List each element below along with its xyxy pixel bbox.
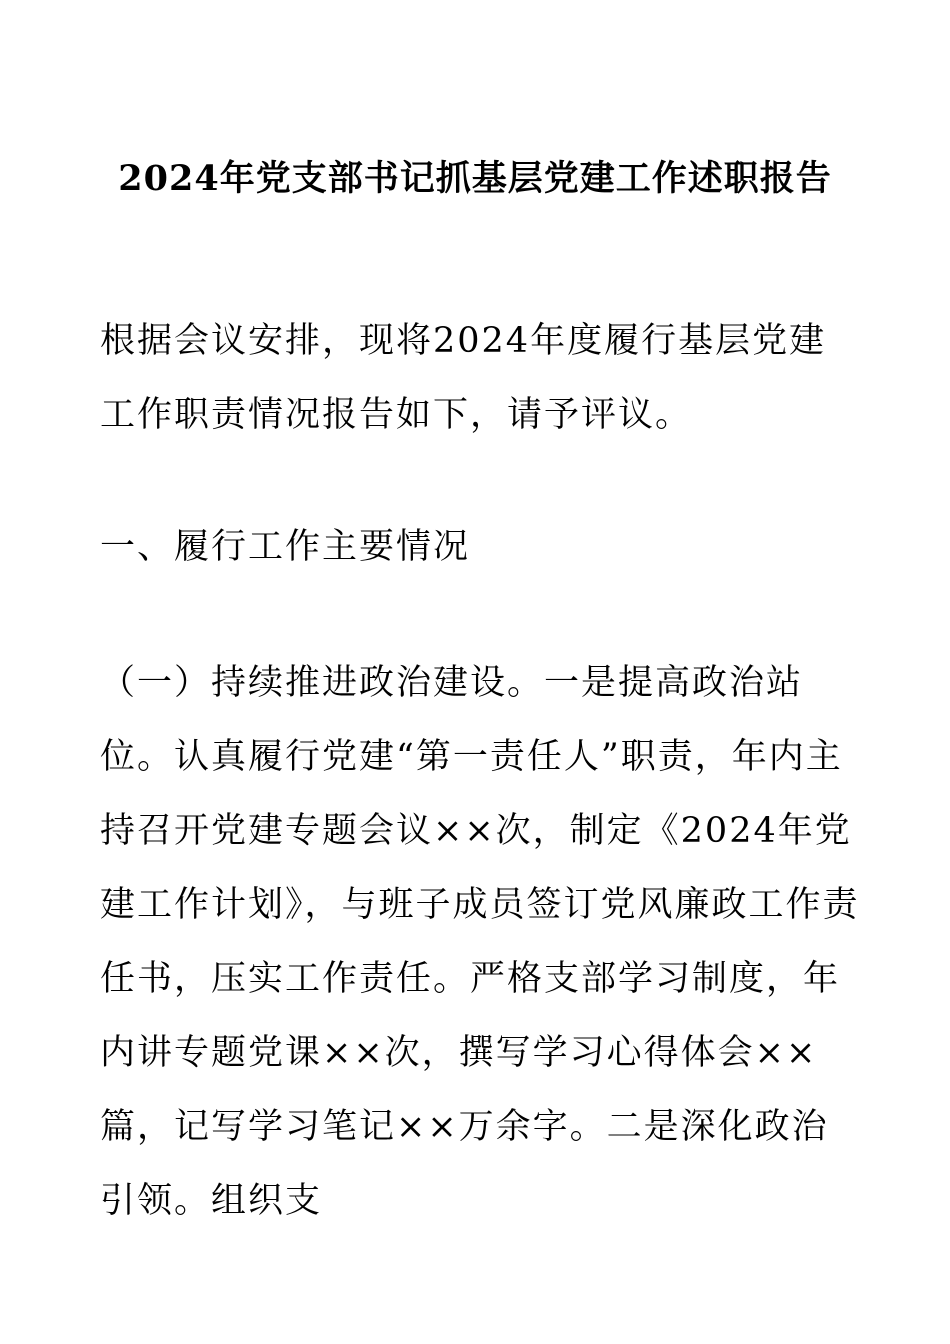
document-title: 2024年党支部书记抓基层党建工作述职报告 [118,158,832,199]
section-heading: 一、履行工作主要情况 [100,527,471,567]
body-paragraph: （一）持续推进政治建设。一是提高政治站位。认真履行党建“第一责任人”职责，年内主持召开党建专题会议××次，制定《2024年党建工作计划》，与班子成员签订党风廉政工作责任书，压实工作责任。严格支部学习制度，年内讲专题党课××次，撰写学习心得体会××篇，记写学习笔记××万余字。二是深化政治引领。组织支 [100,663,860,1221]
intro-paragraph: 根据会议安排，现将2024年度履行基层党建工作职责情况报告如下，请予评议。 [100,321,827,435]
